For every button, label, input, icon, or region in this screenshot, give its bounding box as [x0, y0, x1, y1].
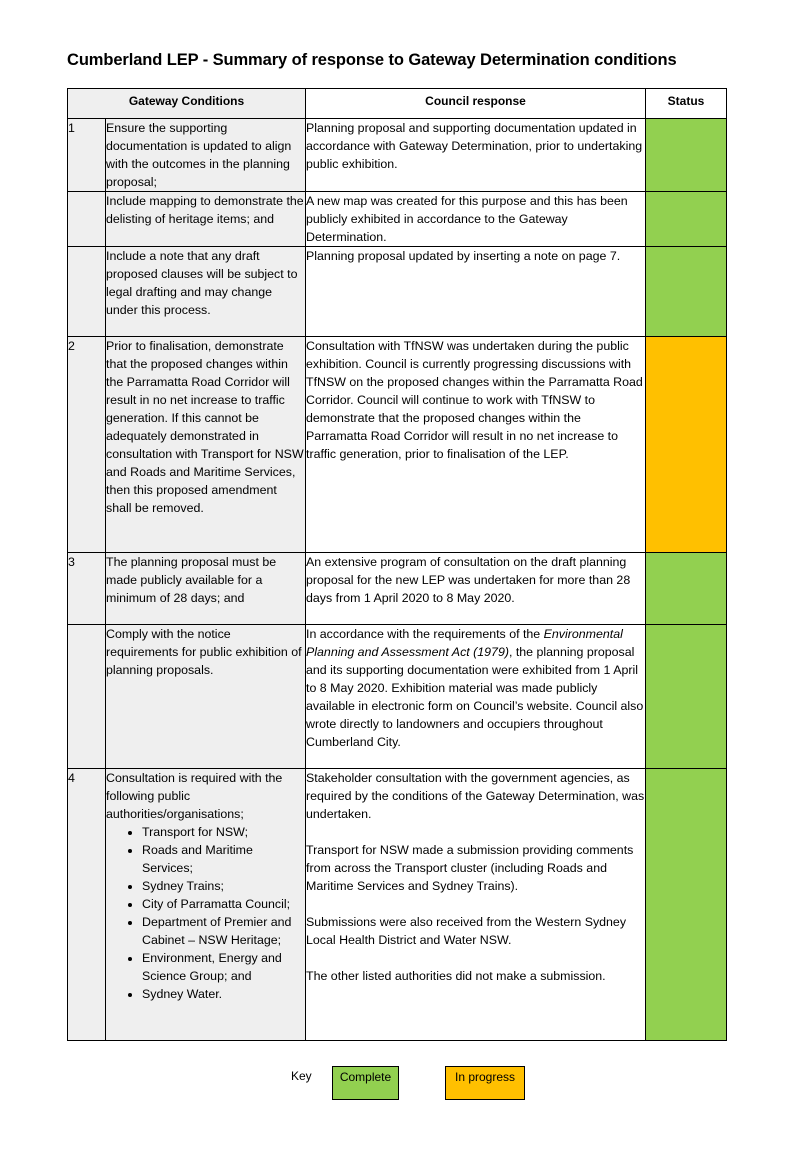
status-complete-cell — [646, 769, 727, 1041]
list-item: • Roads and Maritime Services; — [142, 841, 305, 877]
header-status: Status — [646, 89, 727, 119]
condition-number — [68, 192, 106, 247]
condition-text: Comply with the notice requirements for public exhibition of planning proposals. — [106, 625, 306, 769]
response-paragraph: Stakeholder consultation with the government agencies, as required by the conditions of the Gateway Determination, was undertaken. — [306, 771, 645, 821]
table-row — [68, 625, 727, 769]
table-row — [68, 119, 727, 192]
table-header-row — [68, 89, 727, 119]
gateway-conditions-table — [67, 88, 727, 1041]
status-complete-cell — [646, 247, 727, 337]
council-response-text: A new map was created for this purpose and this has been publicly exhibited in accordance to the Gateway Determination. — [306, 192, 646, 247]
key-label: Key — [291, 1069, 312, 1083]
key-in-progress-swatch: In progress — [445, 1066, 525, 1100]
response-text-part: , the planning proposal and its supporting documentation were exhibited from 1 April to 8 May 2020. Exhibition material was made publicly available in electronic form on Council’s website. Council also wrote directly to landowners and occupiers throughout Cumberland City. — [306, 645, 644, 749]
condition-number: 2 — [68, 337, 106, 553]
condition-text: Include mapping to demonstrate the delisting of heritage items; and — [106, 192, 306, 247]
list-item: • Department of Premier and Cabinet – NSW Heritage; — [142, 913, 305, 949]
table-row — [68, 192, 727, 247]
table-row — [68, 337, 727, 553]
response-paragraph: Submissions were also received from the Western Sydney Local Health District and Water NSW. — [306, 915, 627, 947]
table-row — [68, 769, 727, 1041]
response-text-part: In accordance with the requirements of the — [306, 627, 544, 641]
condition-number — [68, 247, 106, 337]
authorities-list — [106, 823, 305, 1003]
council-response-text — [306, 769, 646, 1041]
status-complete-cell — [646, 192, 727, 247]
council-response-text: An extensive program of consultation on the draft planning proposal for the new LEP was undertaken for more than 28 days from 1 April 2020 to 8 May 2020. — [306, 553, 646, 625]
header-council-response: Council response — [306, 89, 646, 119]
table-row — [68, 247, 727, 337]
response-paragraph: Transport for NSW made a submission providing comments from across the Transport cluster (including Roads and Maritime Services and Sydney Trains). — [306, 843, 634, 893]
condition-text — [106, 769, 306, 1041]
condition-text: The planning proposal must be made publicly available for a minimum of 28 days; and — [106, 553, 306, 625]
condition-text: Prior to finalisation, demonstrate that the proposed changes within the Parramatta Road Corridor will result in no net increase to traffic generation. If this cannot be adequately demonstrated in consultation with Transport for NSW and Roads and Maritime Services, then this proposed amendment shall be removed. — [106, 337, 306, 553]
council-response-text: Planning proposal and supporting documentation updated in accordance with Gateway Determination, prior to undertaking public exhibition. — [306, 119, 646, 192]
list-item: • Sydney Trains; — [142, 877, 305, 895]
council-response-text: Planning proposal updated by inserting a note on page 7. — [306, 247, 646, 337]
condition-number: 3 — [68, 553, 106, 625]
act-name-italic: Environmental Planning and Assessment Act (1979) — [306, 627, 623, 659]
status-complete-cell — [646, 553, 727, 625]
response-paragraph: The other listed authorities did not make a submission. — [306, 969, 606, 983]
list-item: • Environment, Energy and Science Group; and — [142, 949, 305, 985]
header-gateway-conditions: Gateway Conditions — [68, 89, 306, 119]
list-item: • Sydney Water. — [142, 985, 305, 1003]
council-response-text: Consultation with TfNSW was undertaken during the public exhibition. Council is currently progressing discussions with TfNSW on the proposed changes within the Parramatta Road Corridor. Council will continue to work with TfNSW to demonstrate that the proposed changes within the Parramatta Road Corridor will result in no net increase to traffic generation, prior to finalisation of the LEP. — [306, 337, 646, 553]
council-response-text — [306, 625, 646, 769]
status-complete-cell — [646, 625, 727, 769]
status-complete-cell — [646, 119, 727, 192]
table-row — [68, 553, 727, 625]
list-item: • Transport for NSW; — [142, 823, 305, 841]
condition-number: 1 — [68, 119, 106, 192]
page-title: Cumberland LEP - Summary of response to Gateway Determination conditions — [67, 51, 677, 69]
key-complete-swatch: Complete — [332, 1066, 399, 1100]
condition-text: Include a note that any draft proposed clauses will be subject to legal drafting and may change under this process. — [106, 247, 306, 337]
condition-text: Ensure the supporting documentation is updated to align with the outcomes in the planning proposal; — [106, 119, 306, 192]
condition-number: 4 — [68, 769, 106, 1041]
condition-intro: Consultation is required with the following public authorities/organisations; — [106, 771, 283, 821]
condition-number — [68, 625, 106, 769]
status-in-progress-cell — [646, 337, 727, 553]
list-item: • City of Parramatta Council; — [142, 895, 305, 913]
